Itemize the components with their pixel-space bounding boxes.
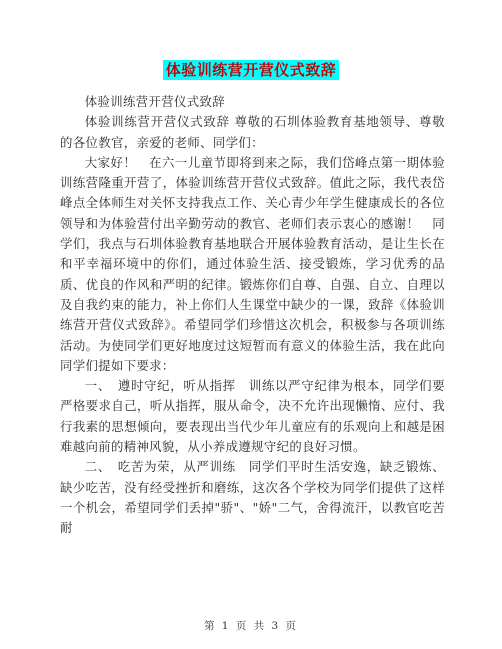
paragraph-salutation: 体验训练营开营仪式致辞 尊敬的石圳体验教育基地领导、尊敬的各位教官，亲爱的老师、同学们： <box>60 114 445 150</box>
paragraph-heading: 体验训练营开营仪式致辞 <box>84 94 225 109</box>
document-body <box>60 92 445 539</box>
paragraph-greeting: 大家好！ 在六一儿童节即将到来之际，我们岱峰点第一期体验训练营隆重开营了，体验训练营开营仪式致辞。值此之际，我代表岱峰点全体师生对关怀支持我点工作、关心青少年学生健康成长的各位领导和为体验营付出辛勤劳动的教官、老师们表示衷心的感谢！ 同学们，我点与石圳体验教育基地联合开展体验教育活动，是让生长在和平幸福环境中的你们，通过体验生活、接受锻炼，学习优秀的品质、优良的作风和严明的纪律。锻炼你们自尊、自强、自立、自理以及自我约束的能力，补上你们人生课堂中缺少的一课，致辞《体验训练营开营仪式致辞》。希望同学们珍惜这次机会，积极参与各项训练活动。为使同学们更好地度过这短暂而有意义的体验生活，我在此向同学们提如下要求： <box>60 154 445 373</box>
title-container <box>0 60 502 80</box>
paragraph-requirement-two: 二、 吃苦为荣，从严训练 同学们平时生活安逸，缺乏锻炼、缺少吃苦，没有经受挫折和磨练，这次各个学校为同学们提供了这样一个机会，希望同学们丢掉"骄"、"娇"二气，舍得流汗，以教官吃苦耐 <box>60 459 445 536</box>
paragraph-requirement-one: 一、 遵时守纪，听从指挥 训练以严守纪律为根本，同学们要严格要求自己，听从指挥，服从命令，决不允许出现懒惰、应付、我行我素的思想倾向，要表现出当代少年儿童应有的乐观向上和越是困难越向前的精神风貌，从小养成遵规守纪的良好习惯。 <box>60 378 445 455</box>
document-title: 体验训练营开营仪式致辞 <box>163 60 340 80</box>
page-number-footer: 第 1 页 共 3 页 <box>203 620 299 632</box>
